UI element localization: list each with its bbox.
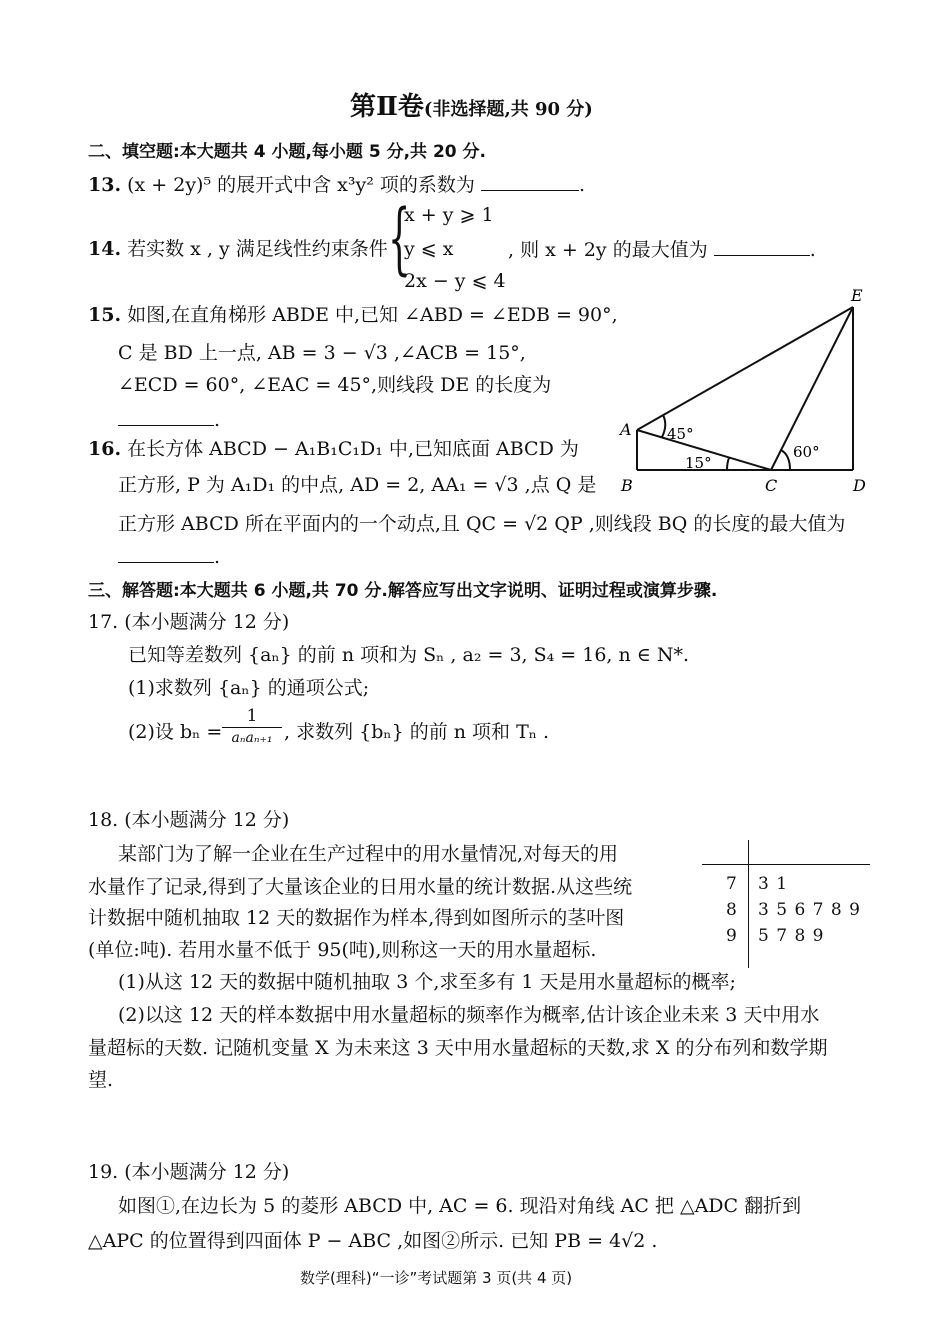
q18-line-2: 水量作了记录,得到了大量该企业的日用水量的统计数据.从这些统 — [88, 876, 633, 898]
leaves-7: 3 1 — [758, 874, 789, 894]
q16-answer-blank[interactable] — [118, 544, 214, 563]
stem-leaf-plot — [702, 840, 870, 968]
fig-angle-15: 15° — [685, 454, 712, 472]
q14-lead: 若实数 x , y 满足线性约束条件 — [127, 238, 388, 260]
fig-label-C: C — [765, 476, 778, 495]
page-title-sub: (非选择题,共 90 分) — [423, 99, 593, 120]
q14-constraint-1: x + y ⩾ 1 — [404, 204, 494, 226]
fig-segment-AE — [637, 307, 853, 430]
q17-part-2-lead: (2)设 bₙ = — [128, 721, 223, 743]
stem-9: 9 — [726, 926, 737, 946]
q13-text: (x + 2y)⁵ 的展开式中含 x³y² 项的系数为 — [127, 174, 475, 196]
page-title — [350, 92, 593, 125]
leaves-8: 3 5 6 7 8 9 — [758, 900, 861, 920]
q18-part-2-line-1: (2)以这 12 天的样本数据中用水量超标的频率作为概率,估计该企业未来 3 天中用水 — [118, 1004, 820, 1026]
trapezoid-figure — [615, 285, 875, 495]
q14-brace: { — [388, 194, 411, 284]
q14-tail: , 则 x + 2y 的最大值为 — [508, 239, 708, 261]
q15-answer-line — [118, 407, 220, 432]
fig-label-D: D — [853, 476, 866, 495]
q16-line-2: 正方形, P 为 A₁D₁ 的中点, AD = 2, AA₁ = √3 ,点 Q 是 — [118, 474, 597, 496]
question-16-line-1 — [88, 437, 579, 461]
q18-part-2-line-2: 量超标的天数. 记随机变量 X 为未来这 3 天中用水量超标的天数,求 X 的分布列和数学期 — [88, 1037, 828, 1059]
q14-number: 14. — [88, 238, 122, 260]
stem-leaf-divider — [748, 840, 749, 968]
q19-line-2: △APC 的位置得到四面体 P − ABC ,如图②所示. 已知 PB = 4√2 . — [88, 1230, 658, 1252]
fig-arc-45 — [662, 415, 665, 437]
q17-title: 17. (本小题满分 12 分) — [88, 611, 290, 633]
q14-constraint-2: y ⩽ x — [404, 238, 454, 260]
q14-answer-blank[interactable] — [714, 237, 810, 256]
q15-line-3: ∠ECD = 60°, ∠EAC = 45°,则线段 DE 的长度为 — [118, 374, 552, 396]
leaves-9: 5 7 8 9 — [758, 926, 825, 946]
q13-number: 13. — [88, 174, 122, 196]
q17-frac-den: aₙaₙ₊₁ — [231, 730, 273, 746]
q18-line-4: (单位:吨). 若用水量不低于 95(吨),则称这一天的用水量超标. — [88, 939, 597, 961]
q17-part-2-tail: , 求数列 {bₙ} 的前 n 项和 Tₙ . — [284, 721, 550, 743]
q16-line-1: 在长方体 ABCD − A₁B₁C₁D₁ 中,已知底面 ABCD 为 — [127, 438, 579, 460]
q14-end: . — [809, 239, 816, 261]
question-13 — [88, 172, 585, 197]
q16-end: . — [214, 546, 221, 568]
q16-answer-line — [118, 544, 220, 569]
stem-8: 8 — [726, 900, 737, 920]
q14-constraint-3: 2x − y ⩽ 4 — [404, 270, 506, 292]
q15-line-2: C 是 BD 上一点, AB = 3 − √3 ,∠ACB = 15°, — [118, 342, 526, 364]
q19-line-1: 如图①,在边长为 5 的菱形 ABCD 中, AC = 6. 现沿对角线 AC 把 △ADC 翻折到 — [118, 1195, 802, 1217]
q13-answer-blank[interactable] — [481, 172, 579, 191]
q18-line-3: 计数据中随机抽取 12 天的数据作为样本,得到如图所示的茎叶图 — [88, 907, 625, 929]
q14-tail-line — [508, 237, 816, 262]
q15-line-1: 如图,在直角梯形 ABDE 中,已知 ∠ABD = ∠EDB = 90°, — [127, 304, 618, 326]
fig-arc-60 — [781, 450, 790, 470]
q18-part-1: (1)从这 12 天的数据中随机抽取 3 个,求至多有 1 天是用水量超标的概率; — [118, 971, 736, 993]
fig-angle-45: 45° — [667, 425, 694, 443]
q15-end: . — [214, 409, 221, 431]
question-15-line-1 — [88, 303, 618, 327]
section2-heading: 二、填空题:本大题共 4 小题,每小题 5 分,共 20 分. — [88, 142, 486, 162]
fig-label-E: E — [851, 286, 863, 305]
fig-arc-15 — [727, 458, 729, 470]
question-14 — [88, 237, 388, 261]
fig-angle-60: 60° — [793, 443, 820, 461]
page-title-main: 第Ⅱ卷 — [350, 92, 424, 122]
q17-fraction — [222, 706, 282, 747]
page-footer: 数学(理科)“一诊”考试题第 3 页(共 4 页) — [300, 1269, 573, 1287]
q17-frac-num: 1 — [246, 706, 258, 726]
q17-part-1: (1)求数列 {aₙ} 的通项公式; — [128, 677, 370, 699]
q17-frac-bar — [222, 727, 282, 728]
q13-end: . — [578, 174, 585, 196]
fig-label-A: A — [620, 420, 632, 439]
section3-heading: 三、解答题:本大题共 6 小题,共 70 分.解答应写出文字说明、证明过程或演算步骤. — [88, 581, 718, 601]
q18-title: 18. (本小题满分 12 分) — [88, 809, 290, 831]
q15-number: 15. — [88, 304, 122, 326]
fig-label-B: B — [621, 476, 633, 495]
q19-title: 19. (本小题满分 12 分) — [88, 1161, 290, 1183]
q16-line-3: 正方形 ABCD 所在平面内的一个动点,且 QC = √2 QP ,则线段 BQ 的长度的最大值为 — [118, 513, 846, 535]
stem-7: 7 — [726, 874, 737, 894]
stem-leaf-top-rule — [702, 864, 870, 865]
q15-answer-blank[interactable] — [118, 407, 214, 426]
q16-number: 16. — [88, 438, 122, 460]
q18-part-2-line-3: 望. — [88, 1069, 114, 1091]
q18-line-1: 某部门为了解一企业在生产过程中的用水量情况,对每天的用 — [118, 843, 619, 865]
q17-line-1: 已知等差数列 {aₙ} 的前 n 项和为 Sₙ , a₂ = 3, S₄ = 16, n ∈ N*. — [128, 644, 690, 666]
